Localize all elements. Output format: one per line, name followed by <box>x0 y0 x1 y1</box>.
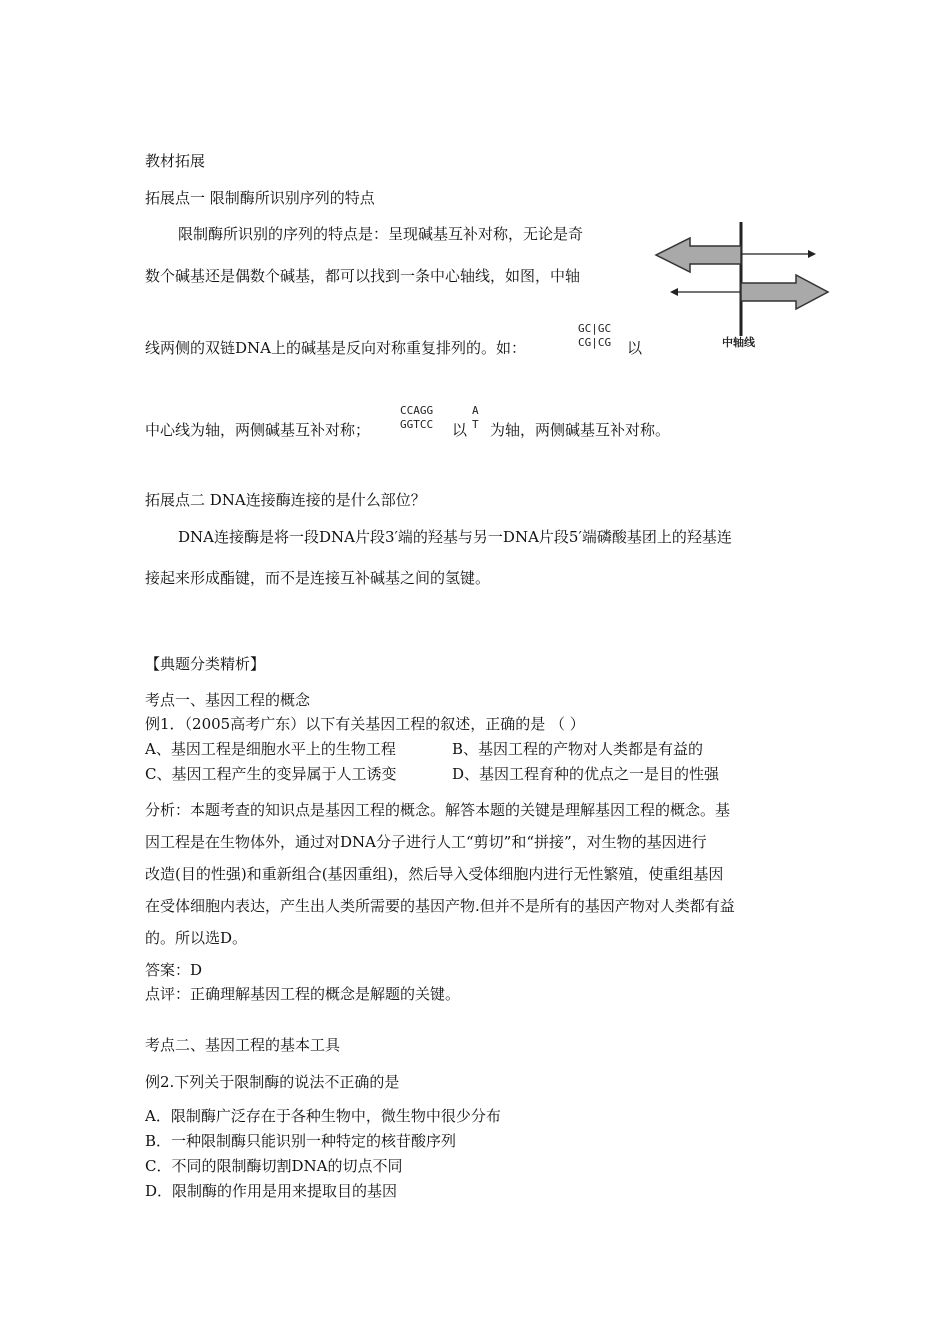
sequence-ggtcc-bottom: GGTCC <box>400 418 434 431</box>
example1-option-a: A、基因工程是细胞水平上的生物工程 <box>145 740 396 758</box>
answer: 答案：D <box>145 961 203 979</box>
analysis-line: 分析：本题考查的知识点是基因工程的概念。解答本题的关键是理解基因工程的概念。基 <box>145 801 731 819</box>
sequence-gc-bottom: CG|CG <box>578 336 612 349</box>
section2-title: 【典题分类精析】 <box>145 655 266 673</box>
point1-paragraph-line4-end: 为轴，两侧碱基互补对称。 <box>490 421 671 439</box>
example1-option-d: D、基因工程育种的优点之一是目的性强 <box>452 765 720 783</box>
point2-paragraph-line1: DNA连接酶是将一段DNA片段3′端的羟基与另一DNA片段5′端磷酸基团上的羟基连 <box>178 528 732 546</box>
point1-paragraph-line4-mid: 以 <box>452 421 468 439</box>
left-thin-arrow-head <box>670 288 678 296</box>
sequence-t-bottom: T <box>472 418 479 431</box>
central-axis-diagram <box>650 218 835 358</box>
example1-option-c: C、基因工程产生的变异属于人工诱变 <box>145 765 397 783</box>
point1-paragraph-line3-suffix: 以 <box>627 339 643 357</box>
central-axis-label: 中轴线 <box>722 336 755 349</box>
point1-paragraph-line1: 限制酶所识别的序列的特点是：呈现碱基互补对称，无论是奇 <box>178 225 584 243</box>
example1-option-b: B、基因工程的产物对人类都是有益的 <box>452 740 704 758</box>
analysis-line: 因工程是在生物体外，通过对DNA分子进行人工“剪切”和“拼接”，对生物的基因进行 <box>145 833 707 851</box>
point2-paragraph-line2: 接起来形成酯键，而不是连接互补碱基之间的氢键。 <box>145 569 491 587</box>
analysis-line: 改造(目的性强)和重新组合(基因重组)，然后导入受体细胞内进行无性繁殖，使重组基因 <box>145 865 724 883</box>
example2-option: A．限制酶广泛存在于各种生物中，微生物中很少分布 <box>145 1107 501 1125</box>
example2-option: C．不同的限制酶切割DNA的切点不同 <box>145 1157 403 1175</box>
comment: 点评：正确理解基因工程的概念是解题的关键。 <box>145 985 461 1003</box>
sequence-a-top: A <box>472 404 479 417</box>
left-block-arrow <box>656 238 741 272</box>
analysis-line: 在受体细胞内表达，产生出人类所需要的基因产物.但并不是所有的基因产物对人类都有益 <box>145 897 735 915</box>
sequence-ccagg-top: CCAGG <box>400 404 434 417</box>
point1-paragraph-line2: 数个碱基还是偶数个碱基，都可以找到一条中心轴线，如图，中轴 <box>145 267 581 285</box>
right-block-arrow <box>741 275 828 309</box>
point2-title: 拓展点二 DNA连接酶连接的是什么部位？ <box>145 491 426 509</box>
example1-question: 例1．（2005高考广东）以下有关基因工程的叙述，正确的是 （ ） <box>145 715 585 733</box>
knowledge-point1-title: 考点一、基因工程的概念 <box>145 691 311 709</box>
point1-paragraph-line3: 线两侧的双链DNA上的碱基是反向对称重复排列的。如： <box>145 339 526 357</box>
example2-option: D．限制酶的作用是用来提取目的基因 <box>145 1182 398 1200</box>
example2-option: B．一种限制酶只能识别一种特定的核苷酸序列 <box>145 1132 457 1150</box>
point1-paragraph-line4: 中心线为轴，两侧碱基互补对称； <box>145 421 371 439</box>
right-thin-arrow-head <box>808 250 816 258</box>
section-title: 教材拓展 <box>145 152 206 170</box>
knowledge-point2-title: 考点二、基因工程的基本工具 <box>145 1036 341 1054</box>
analysis-line: 的。所以选D。 <box>145 929 248 947</box>
example2-question: 例2.下列关于限制酶的说法不正确的是 <box>145 1073 400 1091</box>
point1-title: 拓展点一 限制酶所识别序列的特点 <box>145 189 375 207</box>
sequence-gc-top: GC|GC <box>578 322 612 335</box>
